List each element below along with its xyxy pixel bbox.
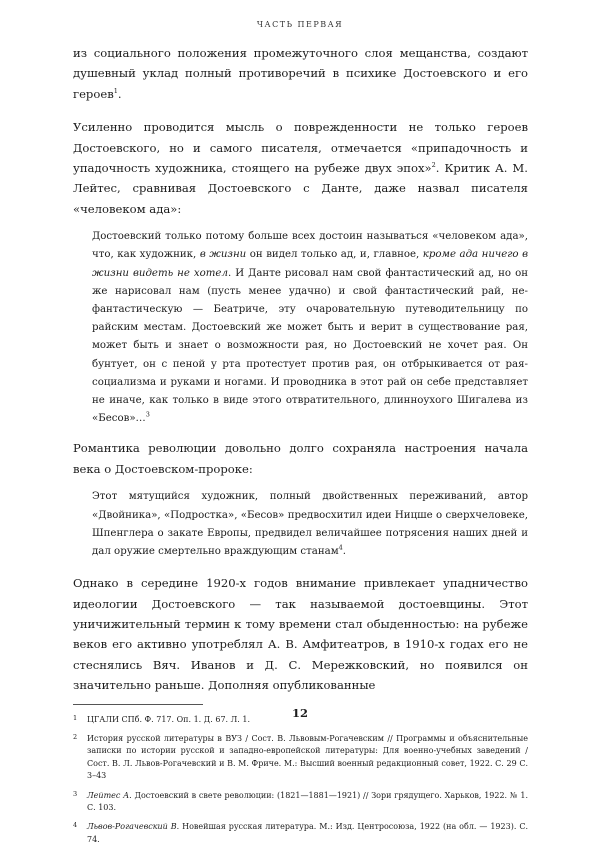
footnote-text: Достоевский в свете революции: (1821—1881—1921) // Зори грядущего. Харьков, 1922. № 1. С. 103. <box>87 790 528 812</box>
footnote-number: 1 <box>73 713 78 722</box>
paragraph <box>73 117 528 219</box>
footnote-text: История русской литературы в ВУЗ / Сост. В. Львовым-Рогачевским // Программы и объяснительные записки по истории русской и западно-европейской литературы: Для военно-учебных заведений / Сост. В. Л. Львов-Рогачевский и В. М. Фриче. М.: Высший военный редакционный совет, 1922. С. 29 С. 3–43 <box>87 733 528 781</box>
quote-text: Этот мятущийся художник, полный двойственных переживаний, автор «Двойника», «Подростка», «Бесов» предвосхитил идеи Ницше о сверхчеловеке, Шпенглера о закате Европы, предвидел величайшее потрясения наших дней и дал оружие смертельно враждующим станам <box>92 491 528 557</box>
block-quote: Этот мятущийся художник, полный двойственных переживаний, автор «Двойника», «Подростка», «Бесов» предвосхитил идеи Ницше о сверхчеловеке, Шпенглера о закате Европы, предвидел величайшее потрясения наших дней и дал оружие смертельно враждующим станам$^4$. <box>92 491 528 557</box>
block-quote <box>92 228 528 428</box>
footnote-author: Лейтес А. <box>87 790 132 800</box>
paragraph-text: . Критик А. М. Лейтес, сравнивая Достоевского с Данте, даже назвал писателя «человеком ада»: <box>73 161 528 216</box>
footnote-ref: 1 <box>113 86 118 95</box>
footnote-text: Новейшая русская литература. М.: Изд. Центросоюза, 1922 (на обл. — 1923). С. 74. <box>87 822 528 844</box>
page-number: 12 <box>291 706 308 720</box>
footnote-ref: 4 <box>338 543 343 552</box>
footnote <box>73 819 528 846</box>
paragraph: Однако в середине 1920-х годов внимание привлекает упадничество идеологии Достоевского — так называемой достоевщины. Этот уничижительный термин к тому времени стал обыденностью: на рубеже веков его активно употреблял А. В. Амфитеатров, в 1910-х годах его не стеснялись Вяч. Иванов и Д. С. Мережковский, но появился он значительно раньше. Дополняя опубликованные <box>73 576 528 693</box>
footnote <box>73 788 528 815</box>
footnote-author: Львов-Рогачевский В. <box>87 822 180 832</box>
footnote-number: 4 <box>73 821 78 830</box>
page-body <box>73 43 528 851</box>
quote-text: Достоевский только потому больше всех достоин называться «человеком ада», что, как художник, <box>92 231 528 261</box>
quote-text: . И Данте рисовал нам свой фантастический ад, но он же нарисовал нам (пусть менее удачно) и свой фантастический рай, не-фантастическую — Беатриче, эту очаровательную путеводительницу по райским местам. Достоевский же может быть и верит в существование рая, может быть и знает о возможности рая, но Достоевский не хочет рая. Он бунтует, он с пеной у рта протестует против рая, он отбрыкивается от рая-социализма и руками и ногами. И проводника в этот рай он себе представляет не иначе, как только в виде этого отвратительного, длинноухого Шигалева из «Бесов»… <box>92 267 528 425</box>
quote-text: он видел только ад, и, главное, <box>246 249 423 261</box>
paragraph-text: Усиленно проводится мысль о поврежденности не только героев Достоевского, но и самого писателя, отмечается «припадочность и упадочность художника, стоящего на рубеже двух эпох» <box>73 120 528 176</box>
paragraph: Романтика революции довольно долго сохраняла настроения начала века о Достоевском-пророке: <box>73 441 528 476</box>
footnote-number: 3 <box>73 789 78 798</box>
running-header: ЧАСТЬ ПЕРВАЯ <box>256 20 344 29</box>
paragraph-text: из социального положения промежуточного слоя мещанства, создают душевный уклад полный противоречий в психике Достоевского и его героев <box>73 46 528 101</box>
footnote <box>73 731 528 783</box>
quote-emphasis: в жизни <box>199 249 247 261</box>
quote-emphasis: кроме ада ничего в жизни видеть не хотел <box>92 249 528 279</box>
footnote-number: 2 <box>73 732 78 741</box>
footnote-divider <box>73 704 203 705</box>
footnote-ref: 2 <box>431 161 436 170</box>
footnote-text: ЦГАЛИ СПб. Ф. 717. Оп. 1. Д. 67. Л. 1. <box>87 714 251 724</box>
footnote-ref: 3 <box>145 410 150 419</box>
paragraph-continued: из социального положения промежуточного слоя мещанства, создают душевный уклад полный противоречий в психике Достоевского и его героев$^1$. <box>73 46 528 101</box>
